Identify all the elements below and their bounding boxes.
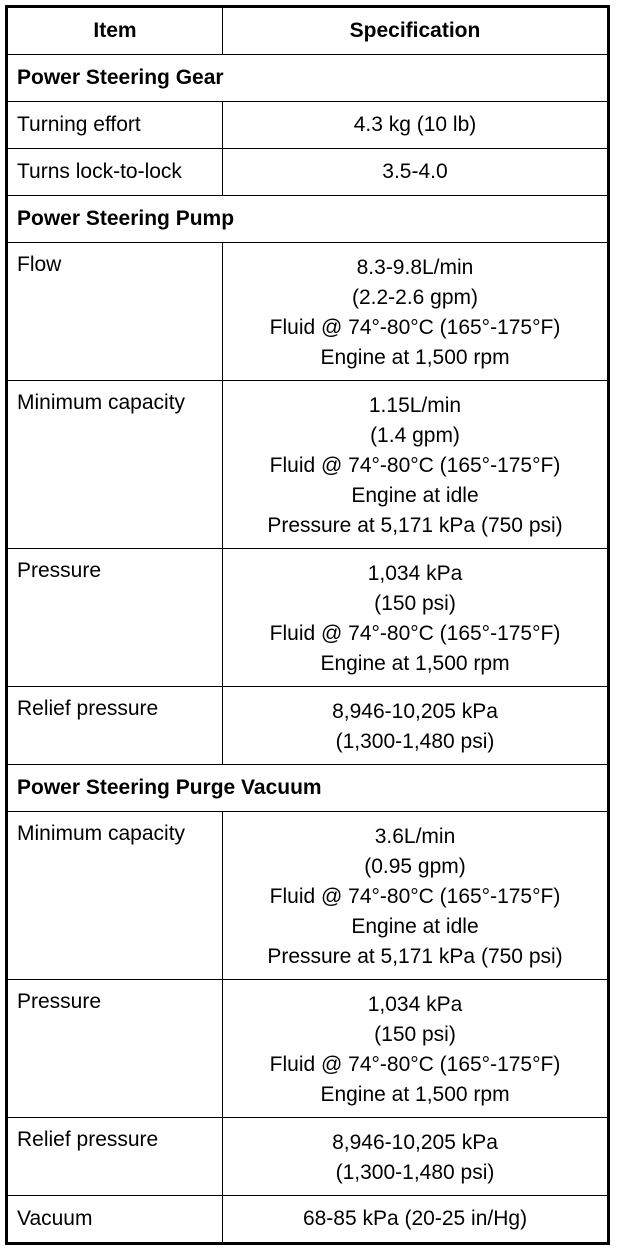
section-title: Power Steering Gear [7,55,609,102]
specification-table [5,5,610,1245]
spec-line: (1,300-1,480 psi) [335,730,495,753]
table-row [7,149,609,196]
spec-line: Fluid @ 74°-80°C (165°-175°F) [269,1053,561,1076]
section-title: Power Steering Pump [7,196,609,243]
spec-line: Engine at 1,500 rpm [320,346,510,369]
header-row [7,7,609,55]
specification-column-header: Specification [223,7,609,55]
section-header-row [7,55,609,102]
item-cell: Relief pressure [7,687,223,765]
section-header-row [7,765,609,812]
spec-line: (2.2-2.6 gpm) [351,286,479,309]
item-cell: Minimum capacity [7,812,223,980]
table-row [7,980,609,1118]
table-row [7,1118,609,1196]
spec-line: Engine at 1,500 rpm [320,652,510,675]
spec-cell [223,687,609,765]
table-row [7,381,609,549]
spec-line: (150 psi) [374,592,456,615]
spec-line: 8,946-10,205 kPa [332,1131,498,1154]
spec-line: (0.95 gpm) [364,855,466,878]
spec-cell [223,243,609,381]
spec-line: 68-85 kPa (20-25 in/Hg) [302,1207,528,1230]
spec-line: Pressure at 5,171 kPa (750 psi) [267,514,563,537]
item-cell: Pressure [7,980,223,1118]
spec-cell [223,102,609,149]
spec-line: 3.5-4.0 [382,160,448,183]
spec-line: 1.15L/min [368,394,462,417]
table-row [7,549,609,687]
spec-line: 8,946-10,205 kPa [332,700,498,723]
item-cell: Minimum capacity [7,381,223,549]
item-cell: Relief pressure [7,1118,223,1196]
spec-line: (1,300-1,480 psi) [335,1161,495,1184]
section-header-row [7,196,609,243]
spec-line: Fluid @ 74°-80°C (165°-175°F) [269,622,561,645]
section-title: Power Steering Purge Vacuum [7,765,609,812]
spec-line: Engine at idle [351,915,479,938]
spec-line: Engine at 1,500 rpm [320,1083,510,1106]
spec-line: Fluid @ 74°-80°C (165°-175°F) [269,885,561,908]
spec-cell [223,549,609,687]
spec-cell [223,812,609,980]
table-row [7,812,609,980]
spec-cell [223,1118,609,1196]
spec-cell [223,149,609,196]
spec-line: 1,034 kPa [367,993,463,1016]
spec-line: (150 psi) [374,1023,456,1046]
item-column-header: Item [7,7,223,55]
table-row [7,243,609,381]
spec-line: Engine at idle [351,484,479,507]
table-row [7,102,609,149]
spec-line: Pressure at 5,171 kPa (750 psi) [267,945,563,968]
spec-line: 8.3-9.8L/min [356,256,474,279]
spec-line: 1,034 kPa [367,562,463,585]
spec-line: Fluid @ 74°-80°C (165°-175°F) [269,454,561,477]
table-row [7,687,609,765]
item-cell: Flow [7,243,223,381]
spec-line: 3.6L/min [374,825,456,848]
spec-line: 4.3 kg (10 lb) [353,113,477,136]
spec-cell [223,980,609,1118]
table-row [7,1196,609,1244]
spec-cell [223,381,609,549]
item-cell: Vacuum [7,1196,223,1244]
spec-line: Fluid @ 74°-80°C (165°-175°F) [269,316,561,339]
item-cell: Turns lock-to-lock [7,149,223,196]
item-cell: Turning effort [7,102,223,149]
spec-line: (1.4 gpm) [370,424,460,447]
item-cell: Pressure [7,549,223,687]
spec-cell [223,1196,609,1244]
